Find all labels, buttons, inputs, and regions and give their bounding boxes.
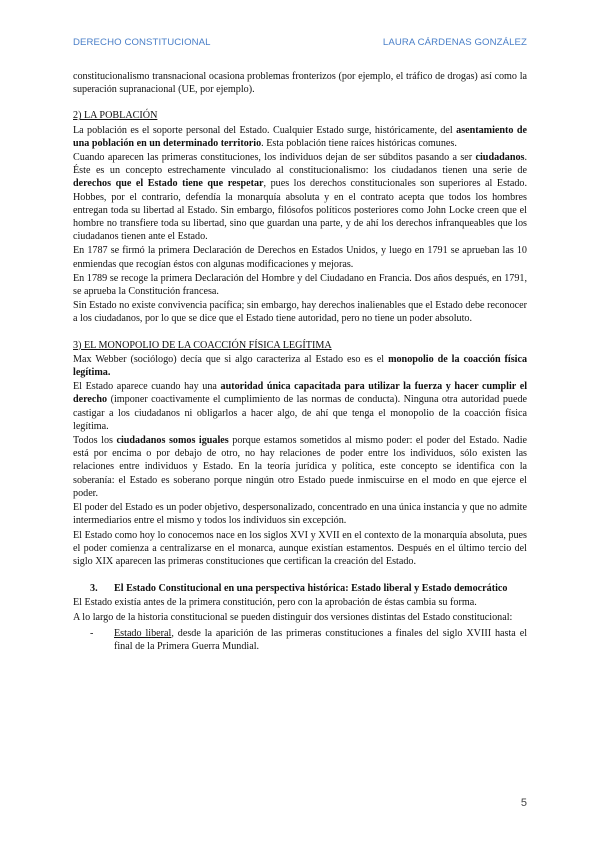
underlined-term: Estado liberal (114, 627, 172, 639)
bold-term: ciudadanos somos iguales (116, 435, 229, 447)
bold-term: monopolio de la coacción física legítima. (73, 353, 528, 379)
bold-term: asentamiento de una población en un determinado territorio (73, 124, 527, 149)
paragraph: El Estado aparece cuando hay una autoridad única capacitada para utilizar la fuerza y hacer cumplir el derecho (imponer coactivamente el cumplimiento de las normas de conducta). Ninguna otra autoridad puede castigar a los ciudadanos ni obligarlos a hacer algo, de ahí que tenga el monopolio de la coacción física legítima. (73, 381, 528, 432)
paragraph: Todos los ciudadanos somos iguales porque estamos sometidos al mismo poder: el poder del Estado. Nadie está por encima o por debajo de otro, no hay relaciones de poder entre los individuos, sólo existen las relaciones entre individuos y Estado. En la teoría jurídica y política, este concepto se identifica con la soberanía: el Estado es soberano porque ningún otro Estado puede inmiscuirse en el modo en que ejerce el poder. (73, 435, 527, 499)
list-item: - Estado liberal, desde la aparición de las primeras constituciones a finales del siglo XVIII hasta el final de la Primera Guerra Mundial. (90, 627, 528, 652)
paragraph: El Estado como hoy lo conocemos nace en los siglos XVI y XVII en el contexto de la monarquía absoluta, pues el poder comienza a centralizarse en el monarca, aunque existían estamentos. Después en el último tercio del siglo XIX aparecen las primeras constituciones que certifican la creación del Estado. (73, 529, 527, 567)
paragraph: Sin Estado no existe convivencia pacífica; sin embargo, hay derechos inalienables que el Estado debe reconocer a los ciudadanos, por lo que se dice que el Estado tiene autoridad, pero no tiene un poder absoluto. (73, 300, 527, 325)
paragraph: El Estado existía antes de la primera constitución, pero con la aprobación de éstas cambia su forma. (73, 597, 477, 609)
header-author: LAURA CÁRDENAS GONZÁLEZ (382, 37, 527, 48)
paragraph: La población es el soporte personal del Estado. Cualquier Estado surge, históricamente, del asentamiento de una población en un determinado territorio. Esta población tiene raíces históricas comunes. (73, 124, 527, 149)
chapter-heading (73, 582, 527, 595)
paragraph: Cuando aparecen las primeras constituciones, los individuos dejan de ser súbditos pasando a ser ciudadanos. Éste es un concepto estrechamente vinculado al constitucionalismo: los ciudadanos tienen una serie de derechos que el Estado tiene que respetar, pues los derechos constitucionales son superiores al Estado. Hobbes, por el contrario, defendía la monarquía absoluta y en el contrato acepta que todos los hombres entregan toda su libertad al Estado. Sin embargo, filósofos políticos posteriores como John Locke creen que el hombre no transfiere toda su libertad, sino que guardan una parte, y de ahí los derechos infranqueables que los ciudadanos tienen ante el Estado. (73, 152, 527, 243)
paragraph: En 1789 se recoge la primera Declaración del Hombre y del Ciudadano en Francia. Dos años después, en 1791, se aprueba la Constitución francesa. (73, 272, 527, 298)
paragraph: El poder del Estado es un poder objetivo, despersonalizado, concentrado en una única instancia y que no admite intermediarios entre el mismo y todos los individuos sin excepción. (73, 502, 527, 527)
paragraph: En 1787 se firmó la primera Declaración de Derechos en Estados Unidos, y luego en 1791 se aprueban las 10 enmiendas que recogían éstos con algunas modificaciones y mejoras. (73, 245, 527, 270)
paragraph: Max Webber (sociólogo) decía que si algo caracteriza al Estado eso es el monopolio de la coacción física legítima. (73, 353, 528, 379)
section-heading-poblacion: 2) LA POBLACIÓN (73, 110, 158, 122)
bold-term: ciudadanos (475, 152, 525, 164)
intro-paragraph: constitucionalismo transnacional ocasiona problemas fronterizos (por ejemplo, el tráfico de drogas) así como la superación supranacional (UE, por ejemplo). (73, 71, 527, 96)
bullet-dash: - (90, 627, 94, 639)
section-heading-monopolio: 3) EL MONOPOLIO DE LA COACCIÓN FÍSICA LEGÍTIMA (73, 339, 332, 351)
paragraph: A lo largo de la historia constitucional se pueden distinguir dos versiones distintas del Estado constitucional: (73, 611, 513, 623)
bold-term: autoridad única capacitada para utilizar la fuerza y hacer cumplir el derecho (73, 381, 528, 406)
bold-term: derechos que el Estado tiene que respetar (73, 178, 264, 190)
page-body (73, 70, 527, 653)
chapter-title: El Estado Constitucional en una perspectiva histórica: Estado liberal y Estado democrático (114, 583, 508, 595)
chapter-number: 3. (90, 583, 98, 595)
header-course-title: DERECHO CONSTITUCIONAL (73, 37, 211, 48)
page-number: 5 (520, 797, 527, 809)
